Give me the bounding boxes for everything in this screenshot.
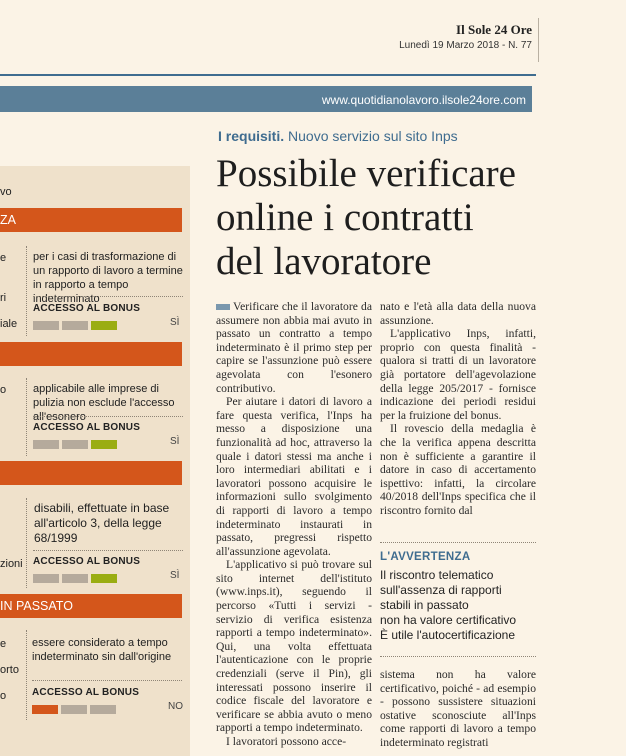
- bonus-label: ACCESSO AL BONUS: [32, 687, 140, 698]
- paragraph: sistema non ha valore certificativo, poiché - ad esempio - possono sussistere situazioni ostative sconosciute all'Inps come rapporti di lavoro a tempo indeterminato registrati: [380, 668, 536, 749]
- sidebar-fragment: e: [0, 638, 7, 650]
- box-title: L'AVVERTENZA: [380, 551, 471, 563]
- column-divider: [26, 630, 27, 720]
- bonus-indicator: [33, 436, 120, 446]
- divider: [33, 296, 183, 297]
- sidebar-fragment: o: [0, 384, 7, 396]
- sidebar-fragment: vo: [0, 186, 12, 198]
- divider: [33, 416, 183, 417]
- sidebar-fragment: o: [0, 690, 7, 702]
- sidebar-fragment: e: [0, 252, 7, 264]
- sidebar-panel: [0, 166, 190, 756]
- site-url[interactable]: www.quotidianolavoro.ilsole24ore.com: [321, 93, 526, 107]
- box-line: sull'assenza di rapporti: [380, 583, 502, 597]
- sidebar-section-header: [0, 461, 182, 485]
- article-kicker: [218, 128, 458, 144]
- headline-line: Possibile verificare: [216, 152, 516, 195]
- headline-line: online i contratti: [216, 196, 474, 239]
- sidebar-fragment: zioni: [0, 558, 23, 570]
- column-divider: [26, 246, 27, 336]
- bonus-value: NO: [168, 701, 183, 712]
- kicker-subtitle: Nuovo servizio sul sito Inps: [288, 128, 458, 144]
- condition-text: essere considerato a tempo indeterminato sin dall'origine: [32, 637, 172, 663]
- bonus-indicator: [33, 317, 120, 327]
- sidebar-section-header: [0, 342, 182, 366]
- paragraph: I lavoratori possono acce-: [226, 735, 347, 748]
- condition-text: applicabile alle imprese di pulizia non esclude l'accesso all'esonero: [33, 383, 175, 423]
- paragraph: Il rovescio della medaglia è che la verifica appena descritta non è sufficiente a garantire il datore in caso di accertamento ispettivo: infatti, la circolare 40/2018 dell'Inps specifica che il riscontro fornito dal: [380, 422, 536, 517]
- paragraph: Per aiutare i datori di lavoro a fare questa verifica, l'Inps ha messo a disposizione una funzionalità ad hoc, attraverso la quale i datori stessi ma anche i loro intermediari abilitati e i lavoratori possono acquisire le informazioni sullo svolgimento di rapporti di lavoro a tempo indeterminato instaurati in passato, pregressi rispetto all'assunzione agevolata.: [216, 395, 372, 558]
- divider: [32, 680, 182, 681]
- box-line: È utile l'autocertificazione: [380, 628, 516, 642]
- box-rule-top: [380, 542, 536, 543]
- kicker-tag: I requisiti.: [218, 128, 285, 144]
- column-divider: [26, 378, 27, 456]
- box-body: [380, 568, 536, 643]
- article-column-2-continued: [380, 668, 536, 750]
- column-divider: [26, 498, 27, 588]
- bonus-value: SÌ: [170, 317, 180, 328]
- bonus-label: ACCESSO AL BONUS: [33, 303, 141, 314]
- box-line: stabili in passato: [380, 598, 469, 612]
- top-rule: [0, 74, 536, 76]
- box-line: Il riscontro telematico: [380, 568, 494, 582]
- box-line: non ha valore certificativo: [380, 613, 517, 627]
- article-column-2: [380, 300, 536, 518]
- bonus-label: ACCESSO AL BONUS: [33, 556, 141, 567]
- sidebar-fragment: ri: [0, 292, 7, 304]
- bonus-value: SÌ: [170, 570, 180, 581]
- lead-marker: [216, 304, 230, 310]
- paragraph: nato e l'età alla data della nuova assunzione.: [380, 300, 536, 327]
- bonus-value: SÌ: [170, 436, 180, 447]
- paragraph: L'applicativo si può trovare sul sito internet dell'istituto (www.inps.it), seguendo il percorso «Tutti i servizi - servizio di verifica esistenza rapporti a tempo indeterminato». Qui, una volta effettuata l'autenticazione con le proprie credenziali (serve il Pin), gli interessati possono inserire il codice fiscale del lavoratore e verificare se abbia avuto o meno rapporti a tempo indeterminato.: [216, 558, 372, 735]
- box-rule-bottom: [380, 656, 536, 657]
- issue-date: Lunedì 19 Marzo 2018 - N. 77: [399, 40, 532, 51]
- headline: [216, 152, 536, 284]
- paragraph: Verificare che il lavoratore da assumere non abbia mai avuto in passato un contratto a tempo indeterminato è il primo step per capire se l'assunzione può essere agevolata con l'esonero contributivo.: [216, 300, 372, 395]
- condition-text: disabili, effettuate in base all'articolo 3, della legge 68/1999: [34, 501, 170, 545]
- headline-line: del lavoratore: [216, 240, 432, 283]
- divider: [33, 550, 183, 551]
- paragraph: L'applicativo Inps, infatti, proprio con questa finalità - qualora si tratti di un lavoratore già portatore dell'agevolazione della legge 205/2017 - fornisce indicazione dei periodi residui per la fruizione del bonus.: [380, 327, 536, 422]
- bonus-label: ACCESSO AL BONUS: [33, 422, 141, 433]
- bonus-indicator: [32, 701, 119, 711]
- sidebar-fragment: orto: [0, 664, 19, 676]
- sidebar-section-header: ZA: [0, 208, 182, 232]
- bonus-indicator: [33, 570, 120, 580]
- sidebar-section-header: IN PASSATO: [0, 594, 182, 618]
- sidebar-fragment: iale: [0, 318, 18, 330]
- newspaper-name: Il Sole 24 Ore: [456, 22, 532, 37]
- condition-text: per i casi di trasformazione di un rapporto di lavoro a termine in rapporto a tempo indeterminato: [33, 251, 183, 305]
- article-column-1: [216, 300, 372, 749]
- masthead-divider: [538, 18, 539, 62]
